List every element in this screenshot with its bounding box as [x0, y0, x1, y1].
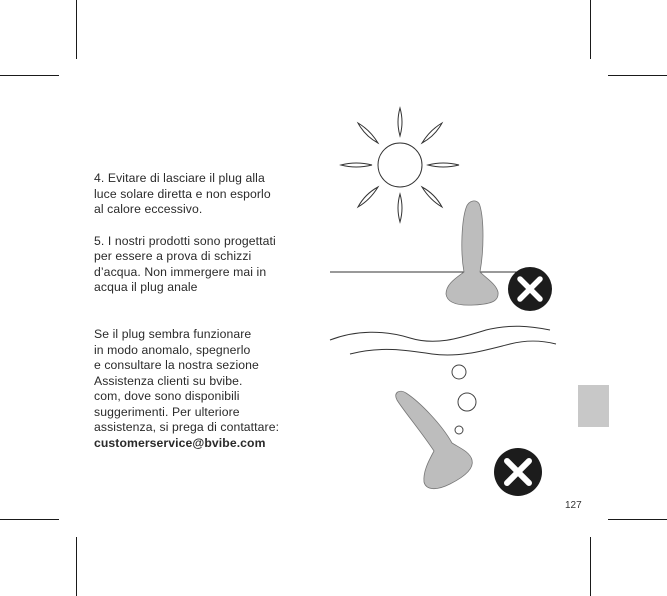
sun-icon: [341, 108, 459, 222]
support-text: Se il plug sembra funzionare in modo anomalo, spegnerlo e consultare la nostra sezione Assistenza clienti su bvibe. com, dove sono disponibili suggerimenti. Per ulteriore assistenza, si prega di contattare:: [94, 327, 280, 434]
page-number: 127: [565, 500, 582, 511]
water-waves-icon: [330, 326, 556, 355]
section-tab: [578, 385, 609, 427]
bubble-icon: [452, 365, 476, 434]
paragraph-4: 4. Evitare di lasciare il plug alla luce solare diretta e non esporlo al calore eccessivo.: [94, 171, 271, 216]
plug-icon: [446, 201, 498, 305]
prohibited-x-icon: [494, 448, 542, 496]
support-email-link[interactable]: customerservice@bvibe.com: [94, 435, 266, 450]
prohibited-x-icon: [508, 267, 552, 311]
paragraph-5: 5. I nostri prodotti sono progettati per essere a prova di schizzi d’acqua. Non immergere mai in acqua il plug anale: [94, 233, 276, 294]
